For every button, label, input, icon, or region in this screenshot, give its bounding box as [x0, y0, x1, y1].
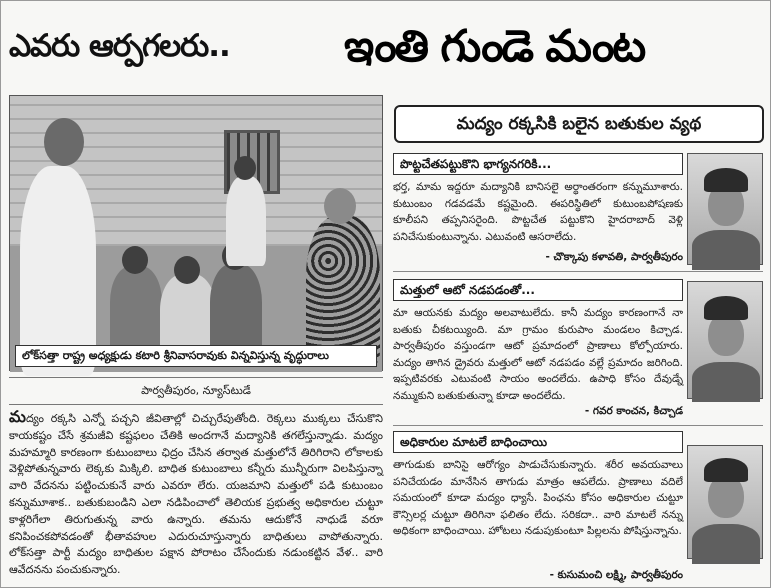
portrait-hair [704, 296, 748, 320]
portrait-2 [687, 281, 763, 399]
portrait-1 [687, 153, 763, 265]
photo-head-elderly-woman [324, 188, 356, 224]
photo-figure-man [226, 176, 266, 266]
section-1-title: పొట్టచేతపట్టుకొని భాగ్యనగరికి... [393, 153, 683, 175]
headline-right: ఇంతి గుండె మంట [344, 21, 645, 72]
photo-head-man [44, 118, 84, 166]
photo-head-woman [174, 256, 200, 284]
headline-left: ఎవరు ఆర్పగలరు.. [9, 28, 230, 64]
photo-figure-woman [110, 266, 162, 356]
section-2-credit: - గవర కాంచన, కిచ్చాడ [584, 405, 683, 417]
section-3-text: తాగుడుకు బానిసై ఆరోగ్యం పాడుచేసుకున్నారు. శరీర అవయవాలు పనిచేయడం మానేసిన తాగుడు మాత్రం ఆపలేదు. ప్రాణాలు వదిలే సమయంలో కూడా మద్యం ధ్యాసే. పింఛను కోసం అధికారుల చుట్టూ కౌన్సిలర్ల చుట్టూ తిరిగినా ఫలితం లేదు. సరికదా.. వారి మాటలే నన్ను అధికంగా బాధించాయి. హోటలు నడుపుకుంటూ పిల్లలను పోషిస్తున్నాను. [393, 459, 683, 538]
article-body [9, 409, 383, 583]
portrait-hair [704, 458, 748, 482]
portrait-body [692, 230, 760, 270]
section-3-title: అధికారుల మాటలే బాధించాయి [393, 431, 683, 453]
article-body-text: ద్యం రక్కసి ఎన్నో పచ్చని జీవితాల్లో చిచ్చురేపుతోంది. రెక్కలు ముక్కలు చేసుకొని కాయకష్టం చేసే శ్రమజీవి కష్టఫలం చేతికి అందగానే మద్యానికి తగలేస్తున్నాడు. మద్యం మహమ్మారి కారణంగా కుటుంబాలు ఛిద్రం చేసిన తర్వాత మత్తులోనే తిరిగిరాని లోకాలకు వెళ్లిపోతున్నవారు లెక్కకు మిక్కిలి. బాధిత కుటుంబాలు కన్నీరు మున్నీరుగా విలపిస్తున్నా వారి వేదనను పట్టించుకునే వారు ఎవరూ లేరు. యజమాని మత్తులో పడి కుటుంబం కన్నుమూశాక.. బతుకుబండిని ఎలా నడిపించాలో తెలియక ప్రభుత్వ అధికారుల చుట్టూ కాళ్లరిగేలా తిరుగుతున్న వారు ఉన్నారు. తమను ఆదుకోనే నాధుడే వరూ కనిపించకపోవడంతో భీతావహుల ఎదురుచూస్తున్నారు బాధితులు వాపోతున్నారు. లోక్‌సత్తా పార్టీ మద్యం బాధితుల పక్షాన పోరాటం చేసేందుకు నడుంకట్టిన వేళ.. వారి ఆవేదనను పంచుకున్నారు. [9, 412, 383, 577]
photo-figure-elderly-woman [306, 216, 380, 366]
photo-head-man [234, 156, 256, 180]
section-divider [393, 425, 763, 426]
dateline: పార్వతీపురం, న్యూస్‌టుడే [9, 377, 383, 405]
portrait-hair [704, 168, 748, 192]
main-photo [9, 95, 383, 371]
section-2-title: మత్తులో ఆటో నడపడంతో... [393, 279, 683, 301]
photo-caption: లోక్‌సత్తా రాష్ట్ర అధ్యక్షుడు కటారి శ్రీనివాసరావుకు విన్నవిస్తున్న వృద్ధురాలు [15, 345, 377, 367]
portrait-3 [687, 445, 763, 559]
section-1-text: భర్త, మామ ఇద్దరూ మద్యానికి బానిసలై అర్థాంతరంగా కన్నుమూశారు. కుటుంబం గడవడమే కష్టమైంది. ఈపరిస్థితిలో కుటుంబపోషణకు కూలీపని తప్పనిసరైంది. పొట్టచేత పట్టుకొని హైదరాబాద్ వెళ్లి పనిచేసుకుంటున్నాను. ఎటువంటి ఆసరాలేదు. [393, 181, 683, 243]
photo-head-woman [122, 246, 148, 274]
section-divider [393, 271, 763, 272]
section-3-credit: - కుసుమంచి లక్ష్మి, పార్వతీపురం [549, 569, 683, 581]
section-2-text: మా ఆయనకు మద్యం అలవాటులేదు. కానీ మద్యం కారణంగానే నా బతుకు చీకటయ్యింది. మా గ్రామం కురుపాం మండలం కిచ్చాడ. పార్వతీపురం వస్తుండగా ఆటో ప్రమాదంలో ప్రాణాలు కోల్పోయారు. మద్యం తాగిన డ్రైవరు మత్తులో ఆటో నడపడం వల్లే ప్రమాదం జరిగింది. ఇప్పటివరకు ఎటువంటి సాయం అందలేదు. ఉపాధి కోసం దేవుడ్నే నమ్ముకుని బతుకుతున్నా కూడా అందలేదు. [393, 307, 683, 402]
portrait-body [692, 362, 760, 402]
portrait-body [692, 524, 760, 564]
subheadline: మద్యం రక్కసికి బలైన బతుకుల వ్యథ [394, 105, 764, 143]
section-1-credit: - చొక్కాపు కళావతి, పార్వతీపురం [545, 251, 683, 263]
dropcap: మ [9, 407, 26, 426]
